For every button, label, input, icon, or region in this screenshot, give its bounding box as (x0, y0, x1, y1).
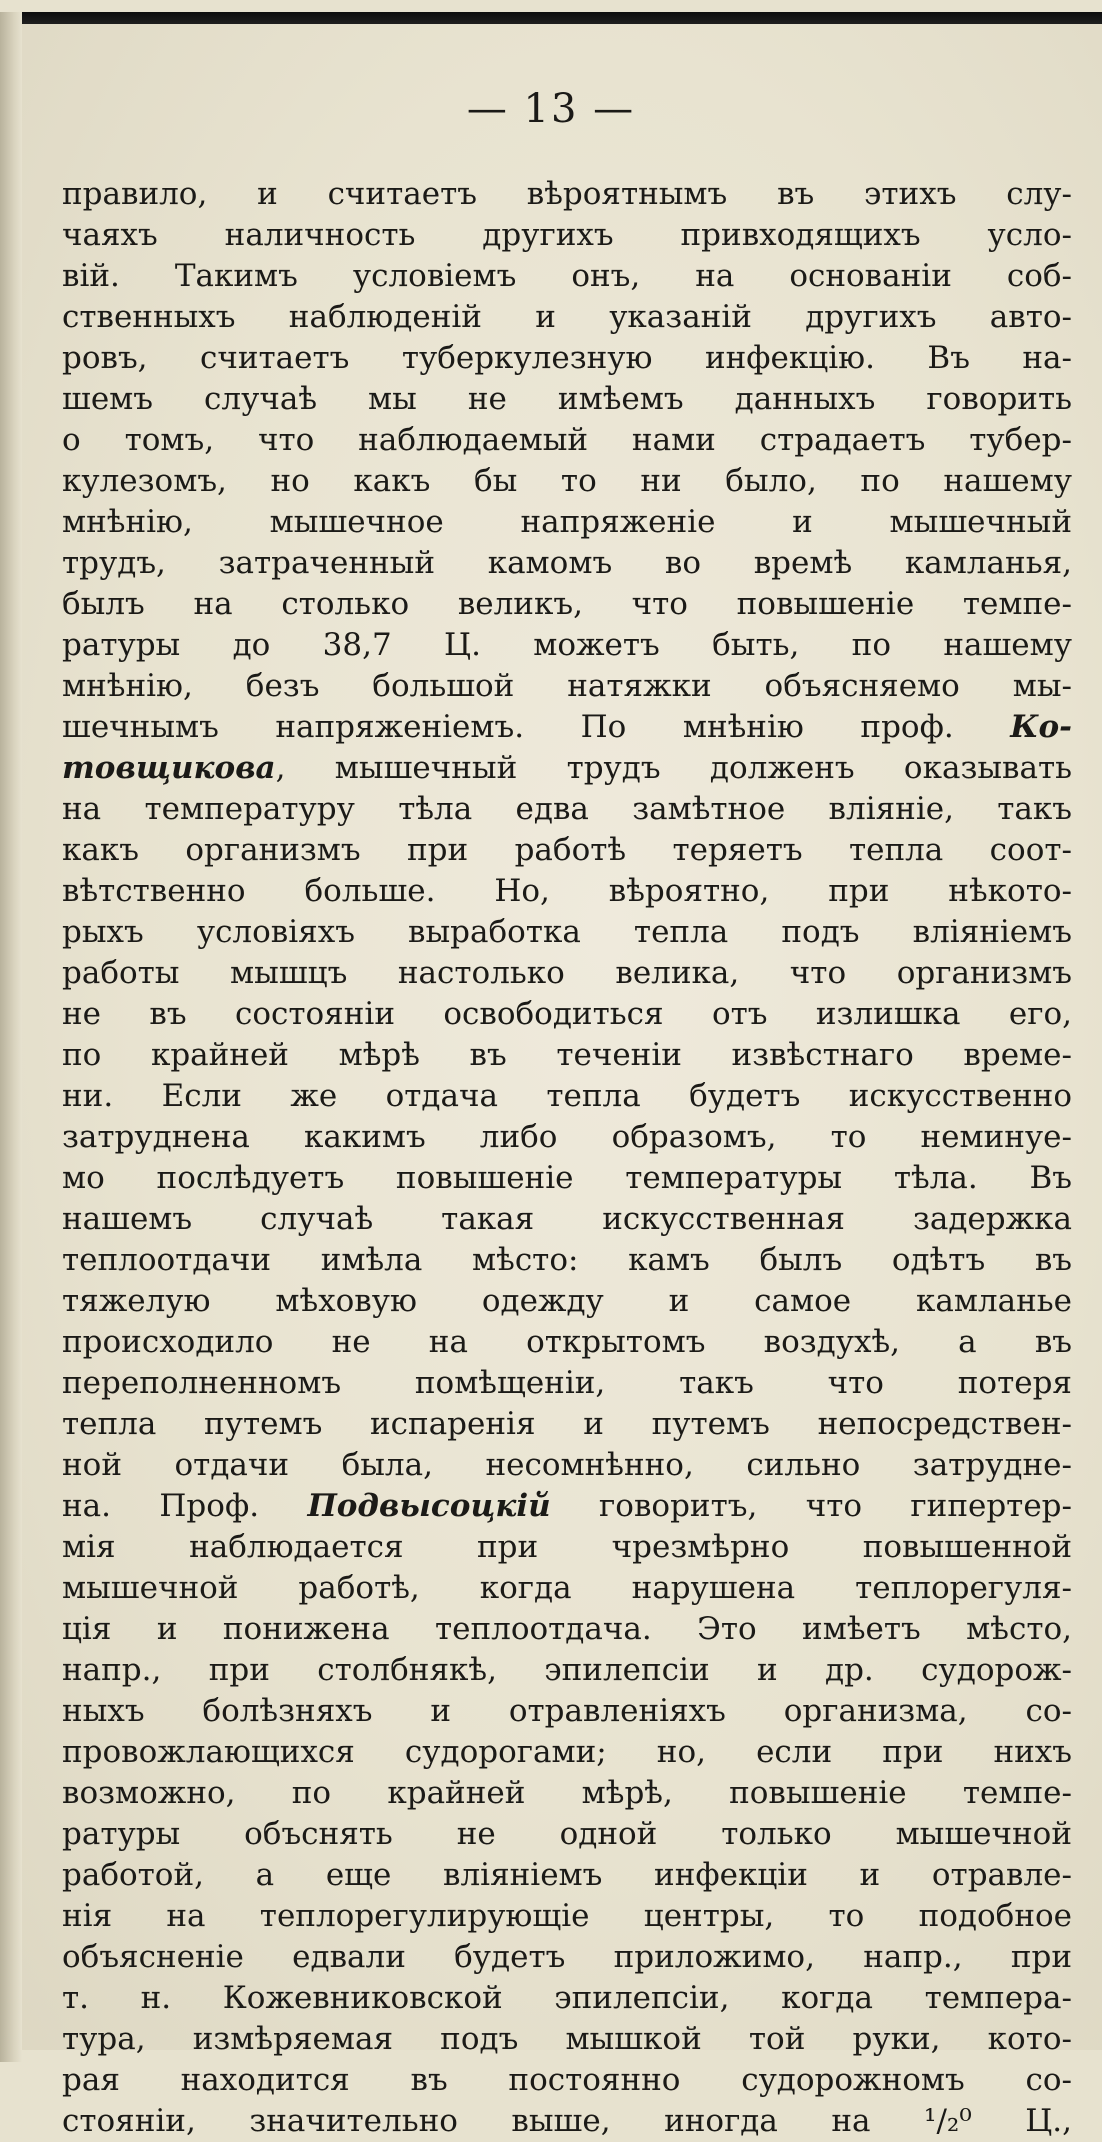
text-segment: о томъ, что наблюдаемый нами страдаетъ тубер- (62, 422, 1072, 458)
text-line (62, 994, 1072, 1035)
text-line (62, 1158, 1072, 1199)
text-segment: тура, измѣряемая подъ мышкой той руки, кото- (62, 2021, 1072, 2057)
text-segment: возможно, по крайней мѣрѣ, повышеніе темпе- (62, 1775, 1072, 1811)
text-segment: работой, а еще вліяніемъ инфекціи и отравле- (62, 1857, 1072, 1893)
text-line (62, 1527, 1072, 1568)
text-line (62, 338, 1072, 379)
text-segment: ни. Если же отдача тепла будетъ искусственно (62, 1078, 1072, 1114)
text-line (62, 748, 1072, 789)
text-segment: на температуру тѣла едва замѣтное вліяніе, такъ (62, 791, 1072, 827)
text-line (62, 543, 1072, 584)
text-segment: мнѣнію, безъ большой натяжки объясняемо мы- (62, 668, 1072, 704)
text-line (62, 461, 1072, 502)
text-line (62, 1404, 1072, 1445)
text-line (62, 912, 1072, 953)
text-segment: , мышечный трудъ долженъ оказывать (275, 750, 1072, 786)
text-line (62, 1117, 1072, 1158)
text-line (62, 1691, 1072, 1732)
text-segment: по крайней мѣрѣ въ теченіи извѣстнаго време- (62, 1037, 1072, 1073)
text-segment: ственныхъ наблюденій и указаній другихъ авто- (62, 299, 1072, 335)
text-segment: ной отдачи была, несомнѣнно, сильно затрудне- (62, 1447, 1072, 1483)
text-line (62, 1240, 1072, 1281)
text-line (62, 953, 1072, 994)
italic-name: товщикова (62, 750, 276, 786)
page-number: — 13 — (466, 86, 636, 132)
text-segment: ровъ, считаетъ туберкулезную инфекцію. Въ на- (62, 340, 1072, 376)
text-segment: переполненномъ помѣщеніи, такъ что потеря (62, 1365, 1072, 1401)
text-segment: напр., при столбнякѣ, эпилепсіи и др. судорож- (62, 1652, 1072, 1688)
text-segment: тепла путемъ испаренія и путемъ непосредствен- (62, 1406, 1072, 1442)
italic-name: Подвысоцкій (307, 1488, 551, 1524)
text-line (62, 1814, 1072, 1855)
text-segment: стояніи, значительно выше, иногда на ¹/₂⁰ Ц., (62, 2103, 1072, 2139)
text-line (62, 1609, 1072, 1650)
text-line (62, 1568, 1072, 1609)
text-line (62, 625, 1072, 666)
text-line (62, 789, 1072, 830)
text-line (62, 1773, 1072, 1814)
text-line (62, 1445, 1072, 1486)
text-segment: ція и понижена теплоотдача. Это имѣетъ мѣсто, (62, 1611, 1072, 1647)
text-line (62, 1896, 1072, 1937)
text-line (62, 174, 1072, 215)
text-line (62, 871, 1072, 912)
text-line (62, 1978, 1072, 2019)
text-segment: работы мышцъ настолько велика, что организмъ (62, 955, 1072, 991)
text-line (62, 1322, 1072, 1363)
text-line (62, 830, 1072, 871)
italic-name: Ко- (1010, 709, 1072, 745)
text-segment: шечнымъ напряженіемъ. По мнѣнію проф. (62, 709, 1011, 745)
text-line (62, 1076, 1072, 1117)
page-binding-edge (0, 12, 22, 2062)
text-segment: т. н. Кожевниковской эпилепсіи, когда темпера- (62, 1980, 1072, 2016)
text-line (62, 584, 1072, 625)
text-line (62, 1855, 1072, 1896)
text-segment: вій. Такимъ условіемъ онъ, на основаніи соб- (62, 258, 1072, 294)
text-segment: рая находится въ постоянно судорожномъ со- (62, 2062, 1072, 2098)
text-segment: говоритъ, что гипертер- (550, 1488, 1072, 1524)
text-segment: правило, и считаетъ вѣроятнымъ въ этихъ слу- (62, 176, 1072, 212)
text-segment: объясненіе едвали будетъ приложимо, напр., при (62, 1939, 1072, 1975)
text-segment: не въ состояніи освободиться отъ излишка его, (62, 996, 1072, 1032)
text-segment: шемъ случаѣ мы не имѣемъ данныхъ говорить (62, 381, 1072, 417)
text-line (62, 215, 1072, 256)
text-line (62, 1035, 1072, 1076)
scan-top-edge (0, 12, 1102, 24)
text-line (62, 1650, 1072, 1691)
text-line (62, 707, 1072, 748)
text-segment: какъ организмъ при работѣ теряетъ тепла соот- (62, 832, 1072, 868)
text-segment: трудъ, затраченный камомъ во времѣ камланья, (62, 545, 1072, 581)
text-line (62, 2101, 1072, 2142)
text-segment: теплоотдачи имѣла мѣсто: камъ былъ одѣтъ въ (62, 1242, 1072, 1278)
text-line (62, 297, 1072, 338)
text-segment: былъ на столько великъ, что повышеніе темпе- (62, 586, 1072, 622)
text-segment: вѣтственно больше. Но, вѣроятно, при нѣкото- (62, 873, 1072, 909)
text-segment: рыхъ условіяхъ выработка тепла подъ вліяніемъ (62, 914, 1072, 950)
text-line (62, 1363, 1072, 1404)
text-segment: происходило не на открытомъ воздухѣ, а въ (62, 1324, 1072, 1360)
book-page (0, 12, 1102, 2139)
text-segment: нія на теплорегулирующіе центры, то подобное (62, 1898, 1072, 1934)
text-segment: ратуры до 38,7 Ц. можетъ быть, по нашему (62, 627, 1072, 663)
text-segment: мышечной работѣ, когда нарушена теплорегуля- (62, 1570, 1072, 1606)
body-text (62, 174, 1072, 2142)
text-segment: чаяхъ наличность другихъ привходящихъ усло- (62, 217, 1072, 253)
text-segment: тяжелую мѣховую одежду и самое камланье (62, 1283, 1072, 1319)
text-segment: мія наблюдается при чрезмѣрно повышенной (62, 1529, 1072, 1565)
text-line (62, 1199, 1072, 1240)
text-segment: на. Проф. (62, 1488, 308, 1524)
text-line (62, 2060, 1072, 2101)
text-line (62, 502, 1072, 543)
text-line (62, 1937, 1072, 1978)
text-line (62, 1486, 1072, 1527)
text-line (62, 666, 1072, 707)
text-segment: кулезомъ, но какъ бы то ни было, по нашему (62, 463, 1072, 499)
text-segment: затруднена какимъ либо образомъ, то неминуе- (62, 1119, 1072, 1155)
text-line (62, 2019, 1072, 2060)
text-segment: ныхъ болѣзняхъ и отравленіяхъ организма, со- (62, 1693, 1072, 1729)
text-segment: мнѣнію, мышечное напряженіе и мышечный (62, 504, 1072, 540)
text-segment: провожлающихся судорогами; но, если при нихъ (62, 1734, 1072, 1770)
text-line (62, 1732, 1072, 1773)
text-line (62, 420, 1072, 461)
text-segment: нашемъ случаѣ такая искусственная задержка (62, 1201, 1072, 1237)
text-line (62, 256, 1072, 297)
text-line (62, 379, 1072, 420)
text-line (62, 1281, 1072, 1322)
text-segment: ратуры объснять не одной только мышечной (62, 1816, 1072, 1852)
text-segment: мо послѣдуетъ повышеніе температуры тѣла. Въ (62, 1160, 1072, 1196)
